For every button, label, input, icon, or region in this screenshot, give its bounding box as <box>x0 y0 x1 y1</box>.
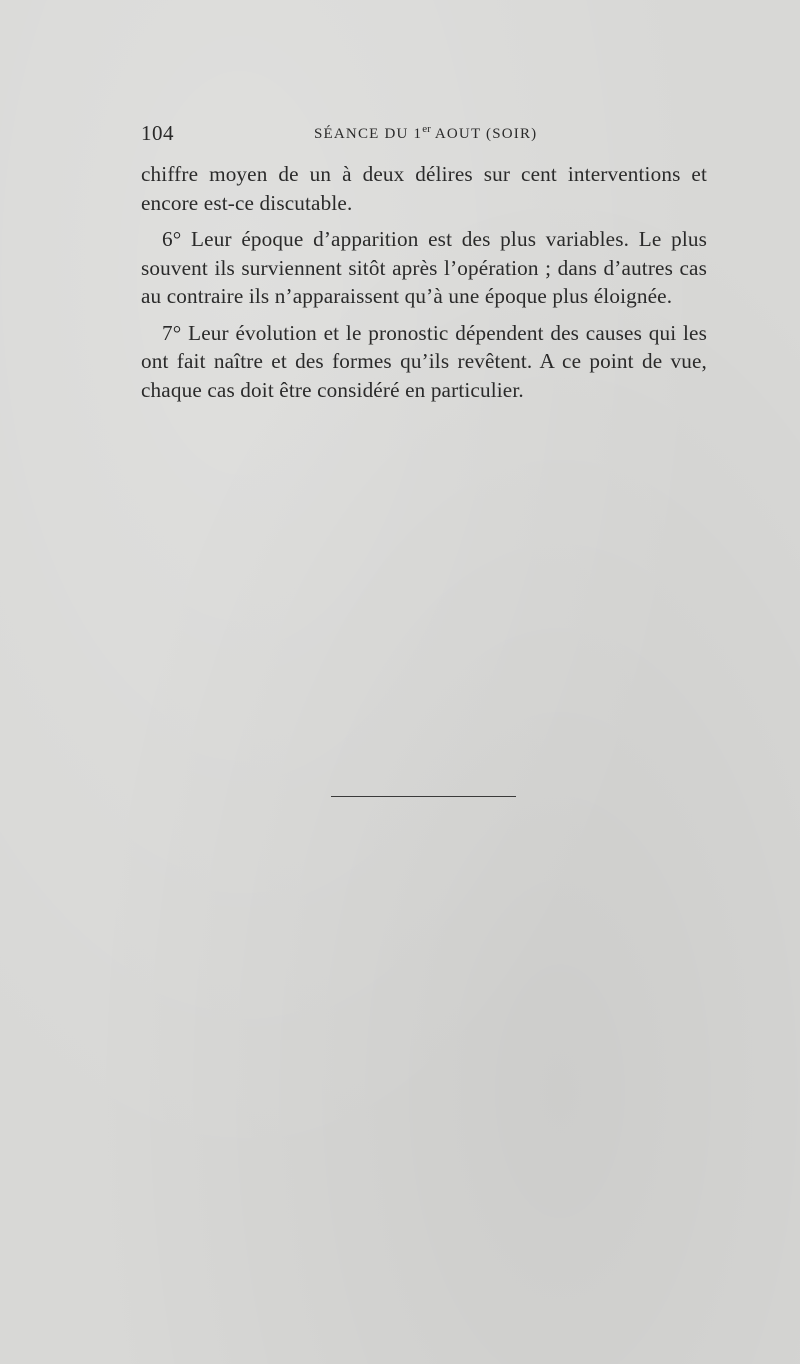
header-title <box>314 123 537 143</box>
paragraph-1: chiffre moyen de un à deux délires sur cent interventions et encore est-ce discutable. <box>141 162 707 215</box>
header-title-superscript: er <box>422 123 431 135</box>
paragraph-3: 7° Leur évolution et le pronostic dépendent des causes qui les ont fait naître et des formes qu’ils revêtent. A ce point de vue, chaque cas doit être considéré en particulier. <box>141 320 707 402</box>
header-title-suffix: AOUT (SOIR) <box>430 126 538 142</box>
body-text <box>141 160 707 404</box>
page-number: 104 <box>141 121 174 145</box>
section-divider <box>331 796 516 797</box>
paragraph-2: 6° Leur époque d’apparition est des plus variables. Le plus souvent ils surviennent sitôt après l’opération ; dans d’autres cas au contraire ils n’apparaissent qu’à une époque plus éloignée. <box>141 227 707 308</box>
header-title-prefix: SÉANCE DU 1 <box>314 126 423 142</box>
running-head <box>141 121 707 147</box>
